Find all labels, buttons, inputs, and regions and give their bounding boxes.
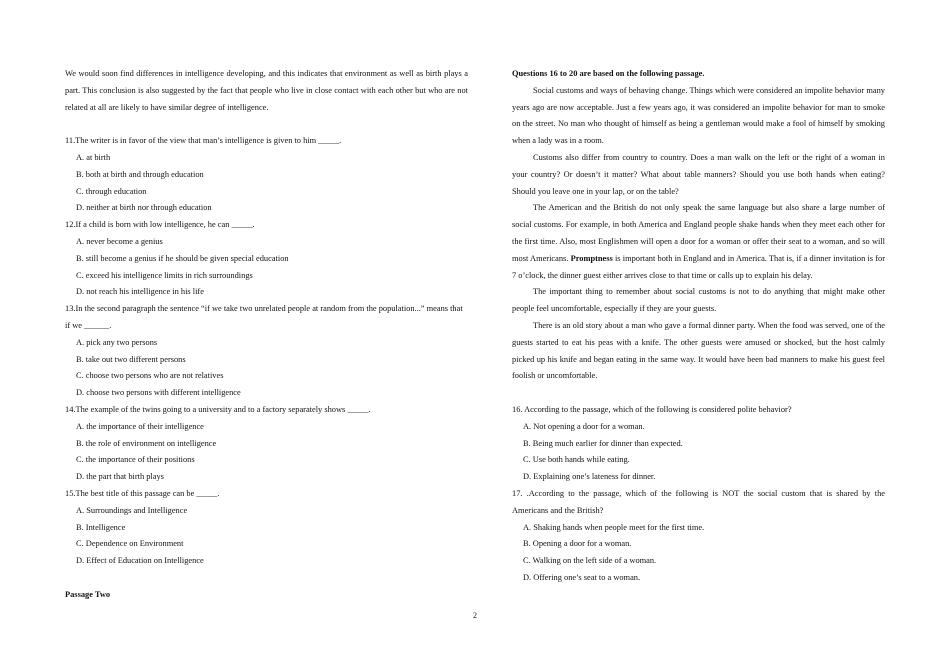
question-16-stem: 16. According to the passage, which of the following is considered polite behavior? — [512, 404, 792, 414]
paragraph-3-text-end: is important both in England and in America. That is, if a dinner invitation is for 7 o’clock, the dinner guest either arrives close to that time or calls up to explain his delay. — [512, 253, 885, 280]
right-column — [512, 66, 885, 587]
question-15-stem: 15.The best title of this passage can be _____. — [65, 488, 220, 498]
question-13-stem: 13.In the second paragraph the sentence “if we take two unrelated people at random from the population...” means that if we ______. — [65, 304, 463, 330]
question-12-option-c: C. exceed his intelligence limits in rich surroundings — [76, 270, 253, 280]
question-17-option-d: D. Offering one’s seat to a woman. — [523, 572, 641, 582]
passage-two-heading: Passage Two — [65, 589, 111, 599]
question-17-option-a: A. Shaking hands when people meet for the first time. — [523, 522, 705, 532]
question-15-option-c: C. Dependence on Environment — [76, 539, 184, 549]
question-16-option-c: C. Use both hands while eating. — [523, 455, 630, 465]
passage-paragraph-2: Customs also differ from country to country. Does a man walk on the left or the right of a woman in your country? Or doesn’t it matter? What about table manners? Should you use both hands when eating? Should you leave one in your lap, or on the table? — [512, 152, 885, 196]
question-12-option-a: A. never become a genius — [76, 236, 163, 246]
question-13-option-b: B. take out two different persons — [76, 354, 186, 364]
question-15-option-b: B. Intelligence — [76, 522, 126, 532]
question-14-option-c: C. the importance of their positions — [76, 455, 195, 465]
question-11-option-a: A. at birth — [76, 152, 111, 162]
question-12-stem: 12.If a child is born with low intelligence, he can _____. — [65, 220, 255, 230]
question-11-stem: 11.The writer is in favor of the view that man’s intelligence is given to him _____. — [65, 136, 342, 146]
question-13-option-d: D. choose two persons with different intelligence — [76, 388, 241, 398]
page-number: 2 — [473, 611, 477, 620]
promptness-bold-term: Promptness — [570, 253, 613, 263]
question-14-option-b: B. the role of environment on intelligence — [76, 438, 217, 448]
question-13-option-a: A. pick any two persons — [76, 337, 158, 347]
paragraph-3-text-start: The American and the British do not only speak the same language but also share a large number of social customs. For example, in both America and England people shake hands when they meet each other for the first time. Also, most Englishmen will open a door for a woman or offer their seat to a woman, and so will most Americans. — [512, 203, 885, 263]
question-17-option-b: B. Opening a door for a woman. — [523, 539, 632, 549]
question-15-option-d: D. Effect of Education on Intelligence — [76, 556, 204, 566]
question-15-option-a: A. Surroundings and Intelligence — [76, 505, 188, 515]
passage-paragraph-4: The important thing to remember about social customs is not to do anything that might make other people feel uncomfortable, especially if they are your guests. — [512, 287, 885, 314]
question-14-stem: 14.The example of the twins going to a university and to a factory separately shows _____. — [65, 404, 371, 414]
passage-paragraph-3 — [512, 200, 885, 284]
passage-paragraph-5: There is an old story about a man who gave a formal dinner party. When the food was served, one of the guests started to eat his peas with a knife. The other guests were amused or shocked, but the host calmly picked up his knife and began eating in the same way. It would have been bad manners to make his guest feel foolish or uncomfortable. — [512, 320, 885, 381]
passage-paragraph-1: Social customs and ways of behaving change. Things which were considered an impolite behavior many years ago are now acceptable. Just a few years ago, it was considered an impolite behavior for man to smoke on the street. No man who thought of himself as being a gentleman would make a fool of himself by smoking when a lady was in a room. — [512, 85, 885, 146]
question-16-option-b: B. Being much earlier for dinner than expected. — [523, 438, 683, 448]
question-14-option-a: A. the importance of their intelligence — [76, 421, 204, 431]
question-16-option-a: A. Not opening a door for a woman. — [523, 421, 645, 431]
question-17-stem: 17. .According to the passage, which of the following is NOT the social custom that is shared by the Americans and the British? — [512, 488, 885, 515]
question-11-option-d: D. neither at birth nor through education — [76, 203, 212, 213]
questions-16-20-heading: Questions 16 to 20 are based on the following passage. — [512, 69, 705, 78]
question-11-option-b: B. both at birth and through education — [76, 169, 204, 179]
question-12-option-b: B. still become a genius if he should be given special education — [76, 253, 289, 263]
question-13-option-c: C. choose two persons who are not relatives — [76, 371, 224, 381]
question-17-option-c: C. Walking on the left side of a woman. — [523, 556, 657, 566]
question-14-option-d: D. the part that birth plays — [76, 472, 164, 482]
question-16-option-d: D. Explaining one’s lateness for dinner. — [523, 472, 656, 482]
question-11-option-c: C. through education — [76, 186, 147, 196]
passage-one-ending: We would soon find differences in intelligence developing, and this indicates that environment as well as birth plays a part. This conclusion is also suggested by the fact that people who live in close contact with each other but who are not related at all are likely to have similar degree of intelligence. — [65, 69, 468, 112]
question-12-option-d: D. not reach his intelligence in his life — [76, 287, 204, 297]
left-column — [65, 66, 468, 604]
